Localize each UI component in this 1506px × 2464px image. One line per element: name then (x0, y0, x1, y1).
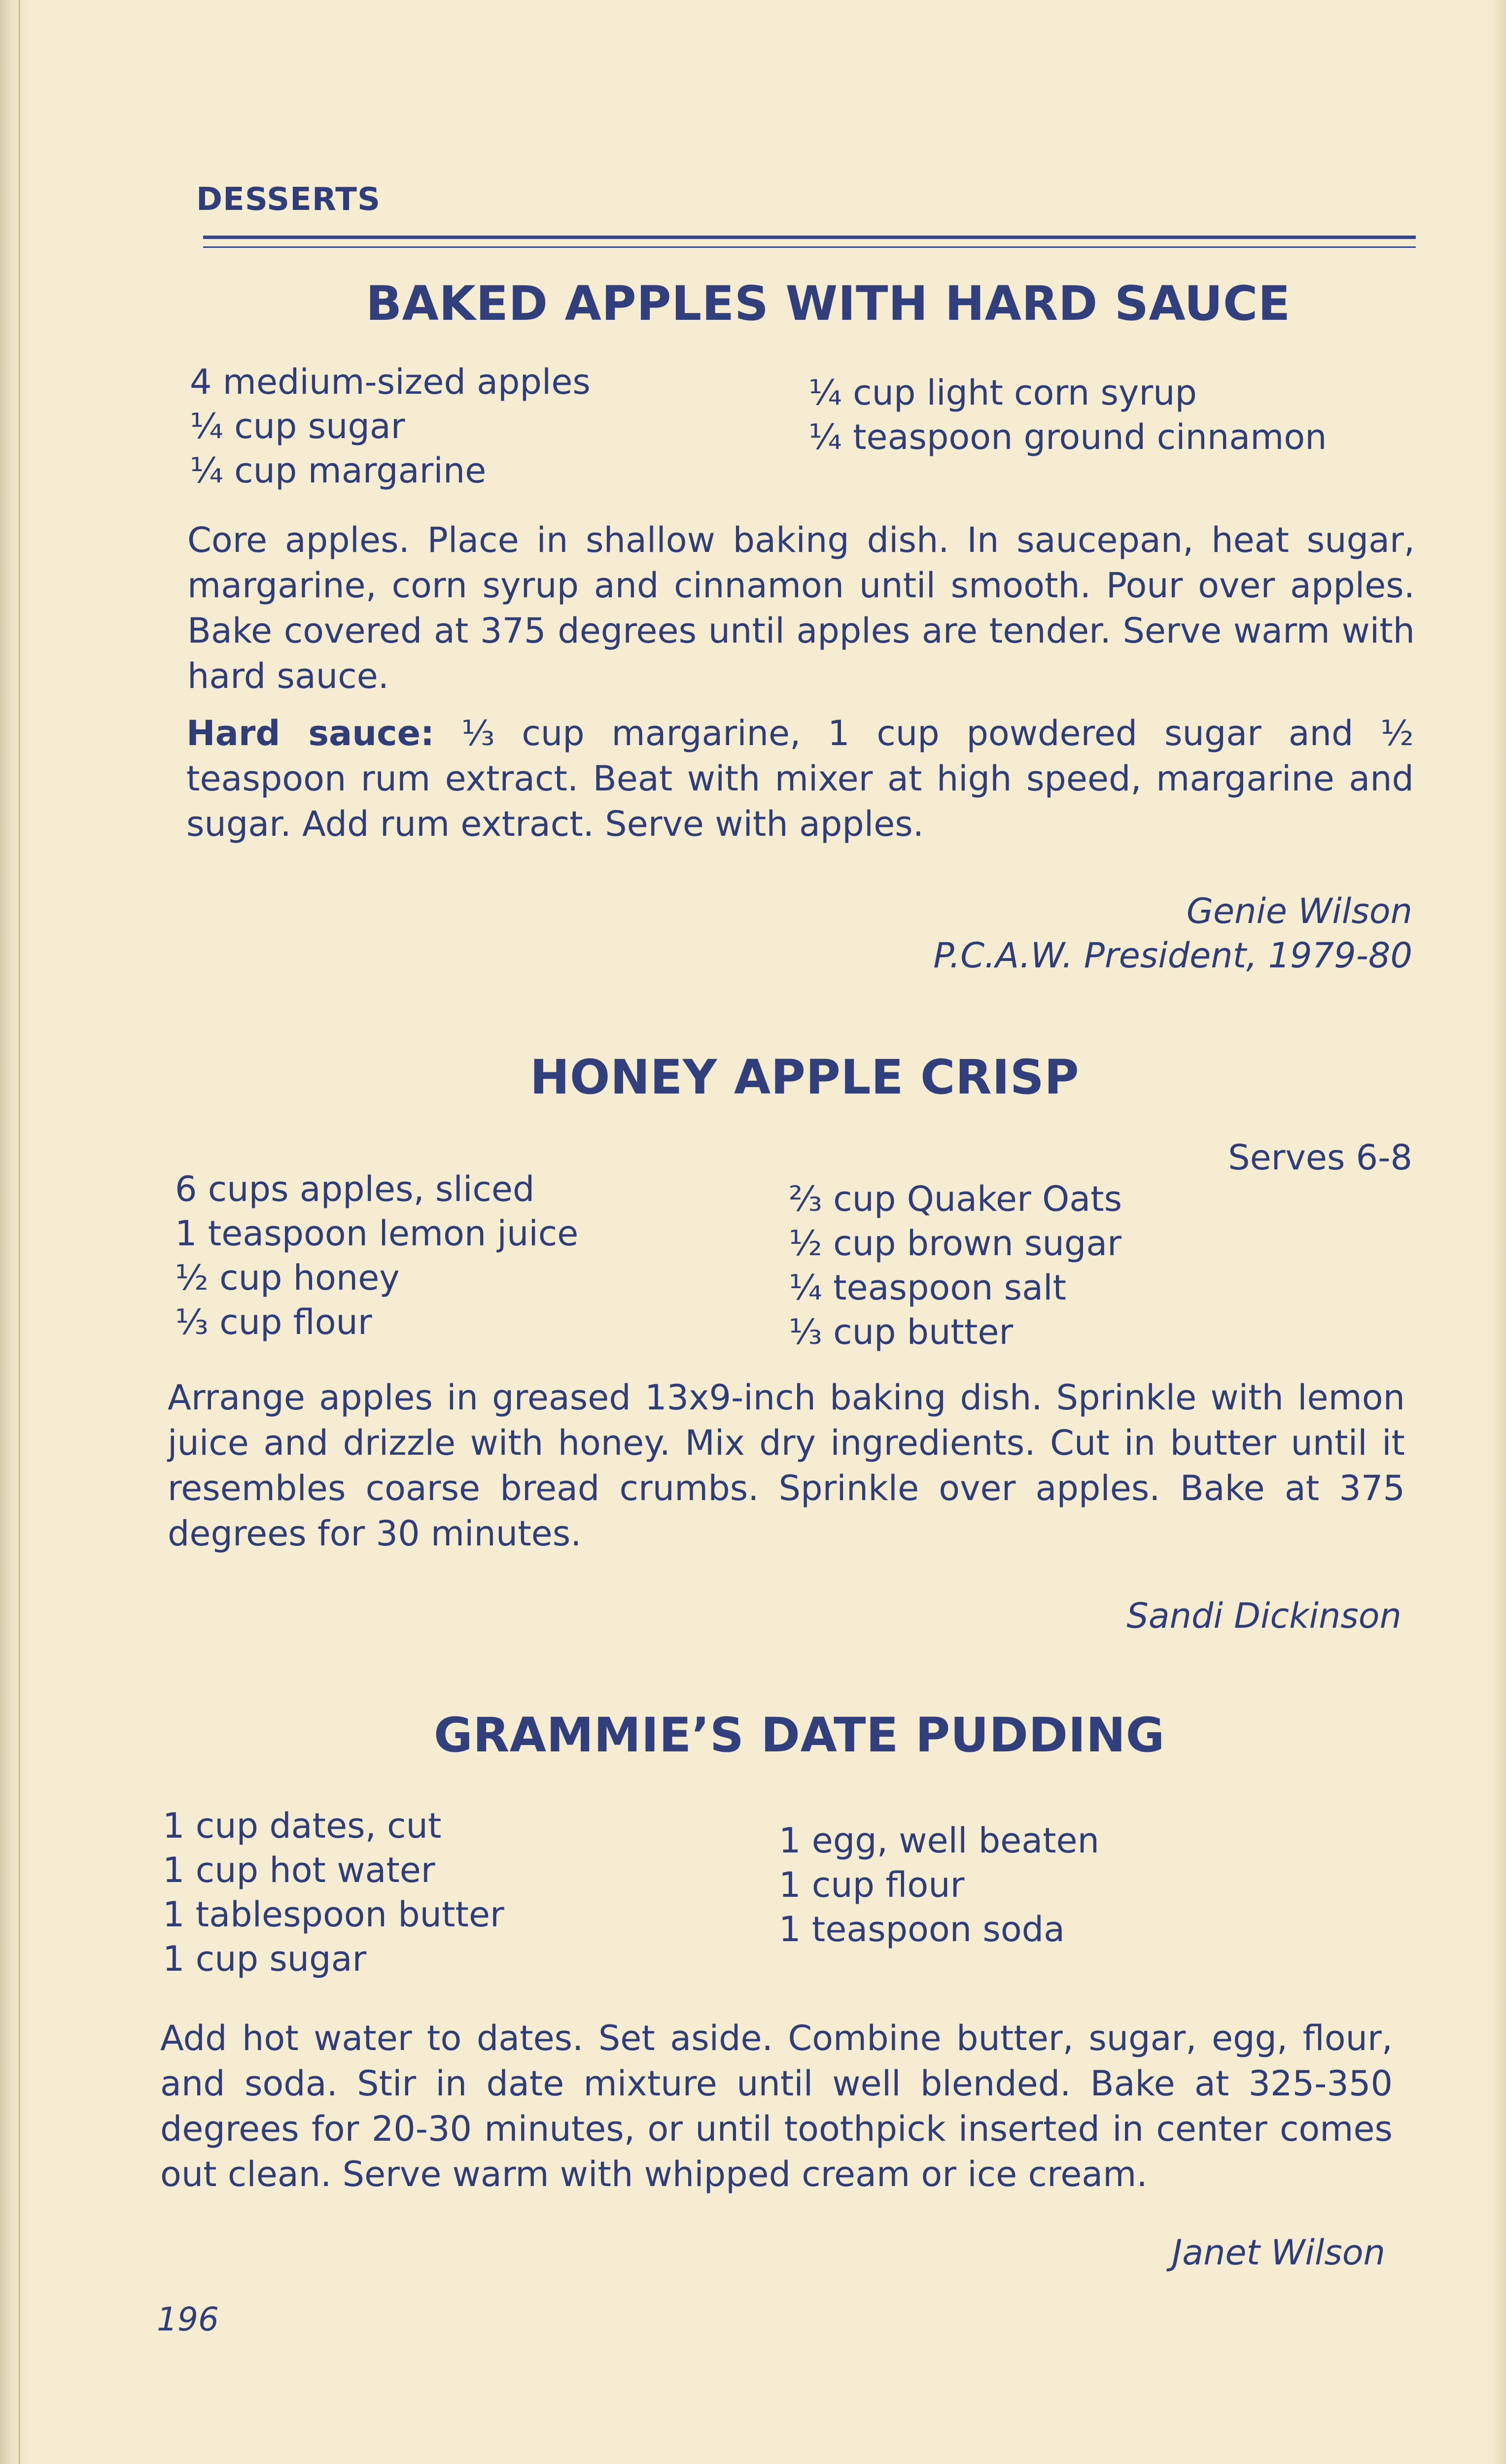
recipe-credit-name: Sandi Dickinson (1126, 1596, 1401, 1636)
section-rule-thick (203, 236, 1416, 239)
ingredient: 1 cup dates, cut (163, 1806, 442, 1846)
ingredients-left (163, 1804, 504, 1981)
hard-sauce-label: Hard sauce: (186, 713, 435, 753)
ingredient: ⅓ cup flour (175, 1302, 372, 1342)
recipe-credit-name: Genie Wilson (1186, 891, 1412, 931)
ingredient: ¼ teaspoon ground cinnamon (808, 417, 1327, 457)
ingredients-left (175, 1167, 578, 1344)
ingredient: ⅔ cup Quaker Oats (789, 1179, 1122, 1219)
ingredient: ¼ cup sugar (190, 406, 405, 446)
recipe-title: BAKED APPLES WITH HARD SAUCE (366, 276, 1291, 331)
ingredient: 1 tablespoon butter (163, 1894, 504, 1935)
ingredient: ¼ cup light corn syrup (808, 373, 1197, 413)
hard-sauce-paragraph (186, 711, 1414, 847)
recipe-credit-title: P.C.A.W. President, 1979-80 (933, 935, 1412, 976)
ingredients-right (808, 371, 1327, 459)
page-binding-edge (0, 0, 30, 2464)
section-heading: DESSERTS (196, 181, 381, 218)
recipe-directions: Arrange apples in greased 13x9-inch baking dish. Sprinkle with lemon juice and drizzle with honey. Mix dry ingredients. Cut in butter until it resembles coarse bread crumbs. Sprinkle over apples. Bake at 375 degrees for 30 minutes. (168, 1377, 1405, 1554)
ingredient: 1 teaspoon lemon juice (175, 1213, 579, 1254)
ingredient: ¼ teaspoon salt (789, 1267, 1066, 1308)
ingredient: ½ cup honey (175, 1258, 400, 1298)
ingredients-right (779, 1818, 1099, 1951)
recipe-serves: Serves 6-8 (1228, 1137, 1412, 1178)
ingredient: 1 cup flour (779, 1865, 965, 1905)
recipe-directions: Core apples. Place in shallow baking dish. In saucepan, heat sugar, margarine, corn syrup and cinnamon until smooth. Pour over apples. Bake covered at 375 degrees until apples are tender. Serve warm with hard sauce. (187, 520, 1415, 696)
ingredient: ½ cup brown sugar (789, 1223, 1121, 1264)
ingredient: 1 egg, well beaten (779, 1820, 1099, 1861)
recipe-credit-name: Janet Wilson (1172, 2232, 1385, 2273)
ingredient: 4 medium-sized apples (190, 362, 591, 402)
ingredient: ¼ cup margarine (190, 450, 487, 491)
section-rule-thin (203, 246, 1416, 248)
recipe-directions: Add hot water to dates. Set aside. Combine butter, sugar, egg, flour, and soda. Stir in date mixture until well blended. Bake at 325-350 degrees for 20-30 minutes, or until toothpick inserted in center comes out clean. Serve warm with whipped cream or ice cream. (160, 2018, 1393, 2194)
ingredient: 1 teaspoon soda (779, 1909, 1065, 1950)
page-number: 196 (157, 2300, 219, 2338)
recipe-title: GRAMMIE’S DATE PUDDING (434, 1708, 1165, 1763)
recipe-title: HONEY APPLE CRISP (530, 1050, 1080, 1105)
ingredients-left (190, 360, 591, 493)
ingredients-right (789, 1177, 1122, 1354)
hard-sauce-text: ⅓ cup margarine, 1 cup powdered sugar and ½ teaspoon rum extract. Beat with mixer at high speed, margarine and sugar. Add rum extract. Serve with apples. (186, 713, 1414, 844)
ingredient: 1 cup hot water (163, 1850, 435, 1890)
ingredient: ⅓ cup butter (789, 1312, 1014, 1352)
ingredient: 1 cup sugar (163, 1939, 367, 1979)
page-right-edge (1491, 0, 1506, 2464)
ingredient: 6 cups apples, sliced (175, 1169, 535, 1209)
